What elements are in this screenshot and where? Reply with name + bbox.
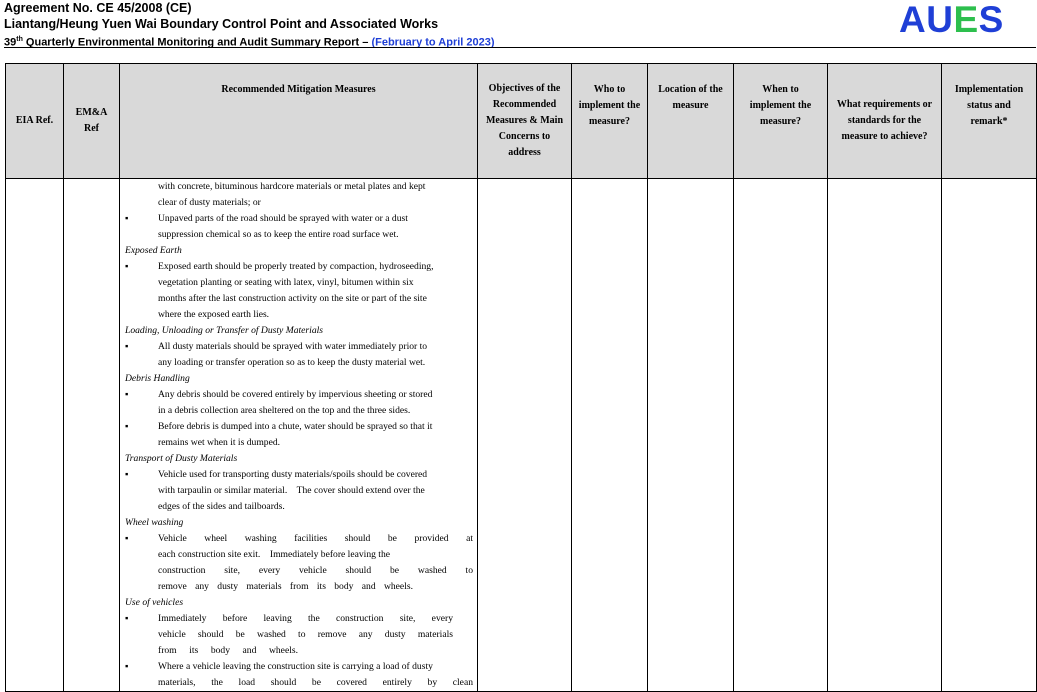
measure-line: from its body and wheels. — [158, 645, 298, 656]
section-heading: Exposed Earth — [125, 245, 182, 256]
measure-line: suppression chemical so as to keep the entire road surface wet. — [158, 229, 399, 240]
col-header-when: When to implement the measure? — [734, 64, 828, 179]
bullet-icon: ▪ — [125, 261, 129, 272]
cell-ema-ref — [64, 179, 120, 692]
report-title-text: Quarterly Environmental Monitoring and Audit Summary Report – — [22, 36, 372, 49]
list-item: ▪ Where a vehicle leaving the construction site is carrying a load of dusty — [125, 659, 473, 675]
measure-line: remove any dusty materials from its body and wheels. — [158, 581, 413, 592]
cell-objectives — [478, 179, 572, 692]
list-item: ▪ Immediately before leaving the construction site, every — [125, 611, 473, 627]
report-number-suffix: th — [16, 36, 23, 43]
section-heading: Loading, Unloading or Transfer of Dusty Materials — [125, 325, 324, 336]
measure-line: edges of the sides and tailboards. — [158, 501, 285, 512]
measure-line: materials, the load should be covered entirely by clean — [158, 677, 473, 688]
col-header-ema-ref: EM&A Ref — [64, 64, 120, 179]
bullet-icon: ▪ — [125, 533, 129, 544]
measures-text — [120, 179, 477, 691]
cell-eia-ref — [6, 179, 64, 692]
col-header-measures: Recommended Mitigation Measures — [120, 64, 478, 179]
bullet-icon: ▪ — [125, 213, 129, 224]
bullet-icon: ▪ — [125, 613, 129, 624]
cell-measures — [120, 179, 478, 692]
list-item: ▪ Vehicle wheel washing facilities should be provided at — [125, 531, 473, 547]
measure-line: in a debris collection area sheltered on the top and the three sides. — [158, 405, 411, 416]
section-heading: Wheel washing — [125, 517, 184, 528]
logo-letter-s: S — [978, 0, 1004, 40]
list-item: ▪ Exposed earth should be properly treated by compaction, hydroseeding, — [125, 259, 473, 275]
col-header-status: Implementation status and remark* — [942, 64, 1037, 179]
list-item: ▪ All dusty materials should be sprayed with water immediately prior to — [125, 339, 473, 355]
section-heading: Use of vehicles — [125, 597, 184, 608]
cell-location — [648, 179, 734, 692]
bullet-icon: ▪ — [125, 661, 129, 672]
measure-line: vegetation planting or seating with latex, vinyl, bitumen within six — [158, 277, 414, 288]
measure-line: with tarpaulin or similar material. The cover should extend over the — [158, 485, 425, 496]
list-item: ▪ Any debris should be covered entirely by impervious sheeting or stored — [125, 387, 473, 403]
cell-when — [734, 179, 828, 692]
header-divider — [4, 47, 1036, 48]
table-row — [6, 179, 1037, 692]
col-header-requirements: What requirements or standards for the measure to achieve? — [828, 64, 942, 179]
list-item: ▪ Unpaved parts of the road should be sprayed with water or a dust — [125, 211, 473, 227]
measure-line: clear of dusty materials; or — [158, 197, 261, 208]
mitigation-measures-table — [5, 63, 1037, 692]
aues-logo — [899, 0, 1004, 40]
measure-line: with concrete, bituminous hardcore materials or metal plates and kept — [158, 181, 426, 192]
col-header-who: Who to implement the measure? — [572, 64, 648, 179]
measure-line: months after the last construction activity on the site or part of the site — [158, 293, 427, 304]
project-title: Liantang/Heung Yuen Wai Boundary Control Point and Associated Works — [4, 17, 439, 31]
logo-letter-u: U — [926, 0, 954, 40]
bullet-icon: ▪ — [125, 389, 129, 400]
section-heading: Transport of Dusty Materials — [125, 453, 238, 464]
measure-line: each construction site exit. Immediately before leaving the — [158, 549, 391, 560]
document-header — [4, 0, 495, 51]
measure-line: remains wet when it is dumped. — [158, 437, 281, 448]
col-header-objectives: Objectives of the Recommended Measures & Main Concerns to address — [478, 64, 572, 179]
report-number: 39 — [4, 36, 17, 49]
agreement-number: Agreement No. CE 45/2008 (CE) — [4, 1, 192, 15]
bullet-icon: ▪ — [125, 469, 129, 480]
report-period: (February to April 2023) — [371, 36, 495, 49]
bullet-icon: ▪ — [125, 341, 129, 352]
col-header-location: Location of the measure — [648, 64, 734, 179]
bullet-icon: ▪ — [125, 421, 129, 432]
measure-line: where the exposed earth lies. — [158, 309, 270, 320]
list-item: ▪ Before debris is dumped into a chute, water should be sprayed so that it — [125, 419, 473, 435]
cell-status — [942, 179, 1037, 692]
measure-line: construction site, every vehicle should be washed to — [158, 565, 473, 576]
measure-line: any loading or transfer operation so as to keep the dusty material wet. — [158, 357, 426, 368]
cell-who — [572, 179, 648, 692]
section-heading: Debris Handling — [125, 373, 190, 384]
logo-letter-a: A — [899, 0, 927, 40]
col-header-eia-ref: EIA Ref. — [6, 64, 64, 179]
cell-requirements — [828, 179, 942, 692]
table-header-row — [6, 64, 1037, 179]
measure-line: vehicle should be washed to remove any dusty materials — [158, 629, 453, 640]
logo-letter-e: E — [953, 0, 979, 40]
list-item: ▪ Vehicle used for transporting dusty materials/spoils should be covered — [125, 467, 473, 483]
